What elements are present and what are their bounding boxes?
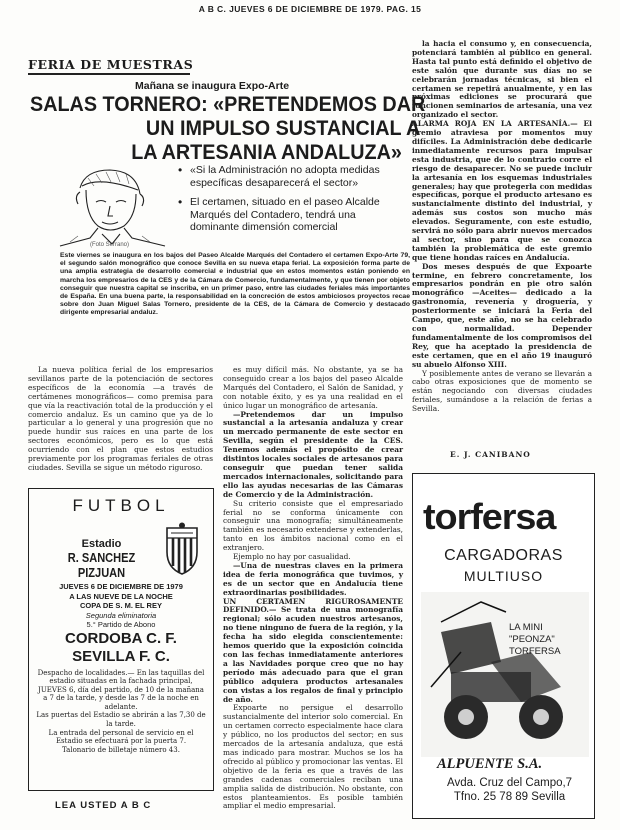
detail-line: 5.° Partido de Abono bbox=[86, 620, 156, 629]
caption-line: "PEONZA" bbox=[509, 634, 555, 645]
subhead-text: El certamen, situado en el paseo Alcalde Marqués del Contadero, tendrá una dominante dimensión comercial bbox=[190, 196, 380, 233]
paragraph: ALARMA ROJA EN LA ARTESANÍA.— El gremio atraviesa por momentos muy difíciles. La Administración debe dedicarle inmediatamente recursos para impulsar esta industria, que de lo contrario corre el riesgo de desaparecer. No se puede incluir la artesanía en los esquemas industriales generales; hay que protegerla con medidas específicas, porque el producto artesano es sustancialmente distinto del industrial, y además sus costos son mucho más elevados. Seguramente, con este estudio, servirá no sólo para abrir nuevos mercados al sector, sino para que se conozca también la problemática de este gremio que tiene hondas raíces en Andalucía. bbox=[412, 119, 592, 262]
paragraph: —Una de nuestras claves en la primera idea de feria monográfica que tuvimos, y es de un sector que en Andalucía tiene extraordinarias posibilidades. bbox=[223, 560, 403, 597]
club-crest-icon bbox=[163, 522, 201, 576]
info-line: Despacho de localidades.— En las taquillas del estadio situadas en la fachada principal, JUEVES 6, día del partido, de 10 de la mañana a 7 de la tarde, y desde las 7 de la noche en adelante. bbox=[37, 668, 205, 711]
page-header: A B C. JUEVES 6 DE DICIEMBRE DE 1979. PAG. 15 bbox=[198, 4, 422, 14]
bullet-icon: • bbox=[178, 195, 183, 209]
info-line: La entrada del personal de servicio en el Estadio se efectuará por la puerta 7. bbox=[48, 728, 194, 746]
address-line: Avda. Cruz del Campo,7 bbox=[447, 777, 573, 789]
portrait-illustration bbox=[40, 168, 170, 248]
section-title: FERIA DE MUESTRAS bbox=[28, 57, 194, 72]
match-details bbox=[35, 582, 207, 630]
futbol-title: FUTBOL bbox=[72, 496, 170, 515]
detail-line: COPA DE S. M. EL REY bbox=[80, 601, 162, 610]
subhead-text: «Si la Administración no adopta medidas específicas desaparecerá el sector» bbox=[190, 164, 380, 189]
stadium-title: R. SANCHEZ PIZJUAN bbox=[67, 550, 136, 580]
futbol-info bbox=[35, 669, 207, 755]
loader-photo bbox=[421, 592, 589, 757]
caption-line: LA MINI bbox=[509, 622, 543, 633]
detail-line: Segunda eliminatoria bbox=[85, 610, 157, 620]
stadium-name bbox=[39, 538, 164, 580]
ad-dealer: ALPUENTE S.A. bbox=[437, 756, 543, 772]
headline bbox=[30, 92, 426, 164]
torfersa-ad bbox=[412, 473, 595, 819]
team-a: CORDOBA C. F. bbox=[65, 629, 177, 647]
paragraph: Dos meses después de que Expoarte termine, en febrero concretamente, los empresarios pondrán en pie otro salón monográfico —Aceites— dedicado a la gastronomía, revenería y droguería, y posteriormente se iniciará la Feria del Campo, que, este año, no se ha celebrado con normalidad. Depender fundamentalmente de los compromisos del Rey, que ha aceptado la presidencia de este certamen, que en el año 19 inauguró su abuelo Alfonso XIII. bbox=[412, 261, 592, 369]
ad-line-2: MULTIUSO bbox=[463, 568, 544, 584]
caption-line: TORFERSA bbox=[509, 646, 561, 657]
bullet-icon: • bbox=[178, 163, 183, 177]
promo-line: LEA USTED A B C bbox=[55, 800, 152, 811]
photo-credit: (Foto Serrano) bbox=[90, 242, 130, 248]
ad-address bbox=[447, 776, 572, 804]
paragraph: UN CERTAMEN RIGUROSAMENTE DEFINIDO.— Se trata de una monografía regional; sólo acuden nuestros artesanos, no tiene ninguno de fuera de la región, y la fecha ha sido elegida conscientemente: hemos querido que la exposición coincida con las fechas inmediatamente anteriores a las Navidades porque creo que no hay período más adecuado para que el gran público adquiera productos artesanales con vistas a los regalos de final y principio de año. bbox=[223, 596, 403, 704]
paragraph: —Pretendemos dar un impulso sustancial a la artesanía andaluza y crear un mercado permanente de este sector en Sevilla, según el presidente de la CES. Tenemos además el propósito de crear distintos locales sociales de artesanos para conseguir que puedan tener salida mercados internacionales, solicitando para ello las ayudas necesarias de las Cámaras de Comercio y de la Administración. bbox=[223, 409, 403, 499]
detail-line: JUEVES 6 DE DICIEMBRE DE 1979 bbox=[59, 582, 183, 591]
team-b: SEVILLA F. C. bbox=[72, 647, 170, 665]
ad-brand: torfersa bbox=[423, 496, 556, 537]
kicker: Mañana se inaugura Expo-Arte bbox=[135, 80, 290, 92]
author-signature: E. J. CANIBANO bbox=[450, 450, 531, 459]
futbol-ad-box bbox=[28, 488, 214, 791]
stadium-block bbox=[35, 520, 207, 580]
info-line: Talonario de billetaje número 43. bbox=[62, 745, 180, 754]
paragraph: Ejemplo no hay por casualidad. bbox=[233, 552, 351, 562]
paragraph: la hacia el consumo y, en consecuencia, potenciará también al público en general. Hasta tal punto está definido el objetivo de este salón que durante sus días no se celebrarán jornadas técnicas, si bien el certamen se repetirá anualmente, y en las próximas ediciones se procurará que funcionen seminarios de artesanía, una vez organizado el sector. bbox=[412, 39, 592, 120]
paragraph: Expoarte no persigue el desarrollo sustancialmente del interior solo comercial. En un certamen correcto especialmente hace clara y público, no los productos del sector; en sus mercados de la artesanía andaluza, que está mas indicado para mostrar. Muchos se los ha ofrecido al público y promocionar las ventas. El objetivo de la feria es que a través de las grandes cadenas comerciales reciban una amplia salida de distribución. No obstante, con estos planteamientos. Es posible también ampliar el medio empresarial. bbox=[223, 703, 403, 811]
subhead-1 bbox=[178, 163, 405, 189]
paragraph: Y posiblemente antes de verano se llevarán a cabo otras exposiciones que de momento se están negociando con diversas ciudades feriales, sumándose a la relación de ferias a Sevilla. bbox=[412, 368, 592, 414]
address-line: Tfno. 25 78 89 Sevilla bbox=[453, 791, 566, 803]
headline-line: UN IMPULSO SUSTANCIAL A bbox=[145, 116, 421, 140]
detail-line: A LAS NUEVE DE LA NOCHE bbox=[69, 591, 173, 601]
paragraph: Su criterio consiste que el empresariado ferial no se conforma únicamente con conseguir una monografía; simultáneamente también es necesario extenderse y extenderlas, tanto en los ámbitos nacional como en el extranjero. bbox=[223, 498, 403, 553]
article-column-3 bbox=[412, 40, 592, 414]
paragraph: La nueva política ferial de los empresarios sevillanos parte de la potenciación de sectores específicos de la economía —a través de certámenes monográficos— como premisa para que vía la reactivación total de la producción y el comercio andaluz. Es un camino que ya de lo particular a lo general y una progresión que no puede hundir sus raíces en una parte de los sectores económicos, pero es lo que está ocurriendo con el plan que estos estudios previamente por los programas feriales de otras ciudades. Sevilla se sigue un método riguroso. bbox=[28, 365, 213, 472]
headline-line: LA ARTESANIA ANDALUZA» bbox=[131, 140, 402, 164]
subhead-2 bbox=[178, 195, 405, 234]
ad-photo-caption bbox=[509, 622, 561, 658]
article-column-1 bbox=[28, 366, 213, 473]
stadium-word: Estadio bbox=[81, 538, 122, 550]
info-line: Las puertas del Estadio se abrirán a las 7,30 de la tarde. bbox=[36, 711, 206, 729]
article-column-2 bbox=[223, 366, 403, 811]
headline-line: SALAS TORNERO: «PRETENDEMOS DAR bbox=[30, 92, 426, 116]
paragraph: es muy difícil más. No obstante, ya se ha conseguido crear a los bajos del paseo Alcalde Marqués del Contadero, el Salón de Sanidad, y con notable éxito, y es ya una realidad en el único lugar un monográfico de artesanía. bbox=[223, 365, 403, 410]
lede-paragraph: Este viernes se inaugura en los bajos del Paseo Alcalde Marqués del Contadero el certamen Expo-Arte 79, el segundo salón monográfico que conoce Sevilla en su nueva etapa ferial. La exposición forma parte de una amplia estrategia de desarrollo comercial e industrial que en estos momentos están poniendo en marcha los empresarios de la CES y de la Cámara de Comercio, fundamentalmente, y que tienen por objeto conseguir que nuestra capital se inscriba, en un primer paso, entre las ciudades feriales más importantes de España. En una buena parte, la responsabilidad en la concreción de estos ambiciosos proyectos recae sobre don Juan Miguel Salas Tornero, presidente de la CES, de la Cámara de Comercio y destacado dirigente empresarial andaluz. bbox=[60, 252, 410, 317]
section-rule bbox=[28, 73, 190, 75]
ad-line-1: CARGADORAS bbox=[444, 547, 563, 564]
